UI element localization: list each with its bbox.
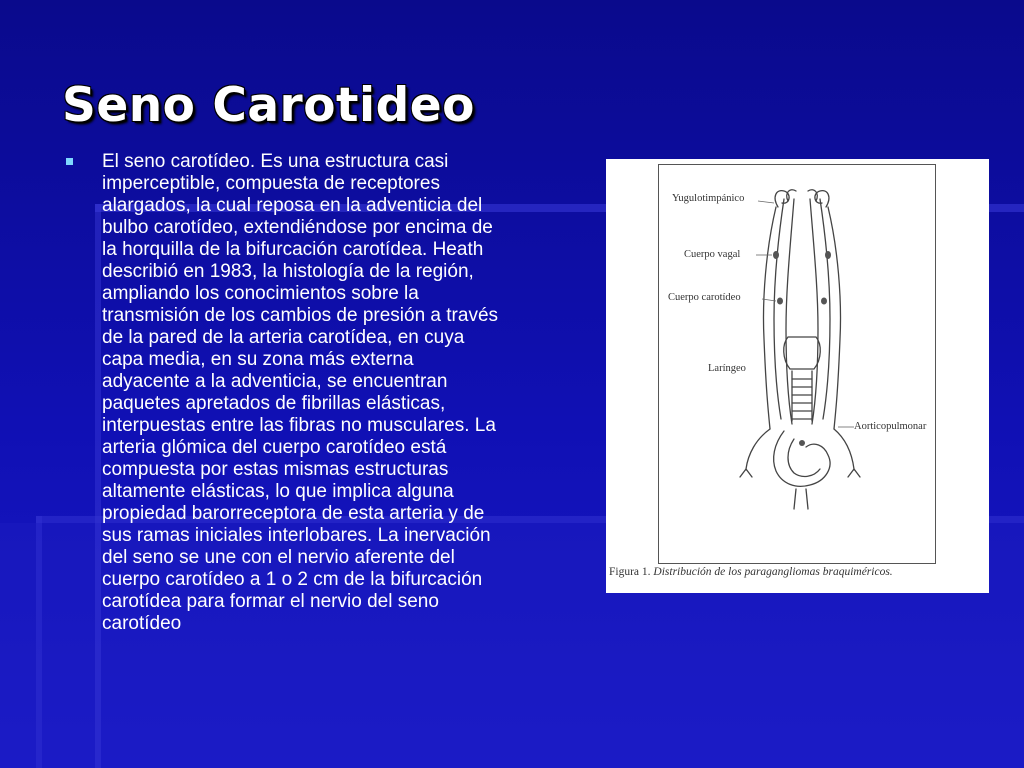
decor-bar-lower-left	[36, 516, 42, 768]
label-cuerpo-carotideo: Cuerpo carotídeo	[668, 292, 741, 303]
right-carotid-body	[821, 298, 827, 305]
figure-caption	[609, 566, 893, 578]
left-carotid-line	[774, 199, 784, 419]
label-laringeo: Laríngeo	[708, 363, 746, 374]
body-paragraph: El seno carotídeo. Es una estructura casi imperceptible, compuesta de receptores alargados, la cual reposa en la adventicia del bulbo carotídeo, extendiéndose por encima de la horquilla de la bifurcación carotídea. Heath describió en 1983, la histología de la región, ampliando los conocimientos sobre la transmisión de los cambios de presión a través de la pared de la arteria carotídea, en cuya capa media, en su zona más externa adyacente a la adventicia, se encuentran paquetes apretados de fibrillas elásticas, interpuestas entre las fibras no musculares. La arteria glómica del cuerpo carotídeo está compuesta por estas mismas estructuras altamente elásticas, lo que implica alguna propiedad barorreceptora de esta arteria y de sus ramas iniciales interlobares. La inervación del seno se une con el nervio aferente del cuerpo carotídeo a 1 o 2 cm de la bifurcación carotídea para formar el nervio del seno carotídeo	[102, 151, 499, 634]
right-carotid-line	[820, 199, 830, 419]
caption-text: Distribución de los paragangliomas braquiméricos.	[653, 566, 893, 578]
caption-label: Figura 1.	[609, 566, 651, 578]
slide-title: Seno Carotideo	[62, 78, 475, 133]
anatomy-figure	[606, 159, 989, 593]
left-vagal-body	[773, 251, 779, 259]
left-carotid-body	[777, 298, 783, 305]
paraganglioma-diagram	[606, 159, 989, 593]
label-aorticopulmonar: Aorticopulmonar	[854, 421, 927, 432]
label-yugulotimpanico: Yugulotimpánico	[672, 193, 745, 204]
decor-bar-left	[95, 204, 101, 768]
right-vagal-body	[825, 251, 831, 259]
aortic-body	[799, 440, 805, 446]
label-cuerpo-vagal: Cuerpo vagal	[684, 249, 741, 260]
bullet-square-icon	[66, 158, 73, 165]
